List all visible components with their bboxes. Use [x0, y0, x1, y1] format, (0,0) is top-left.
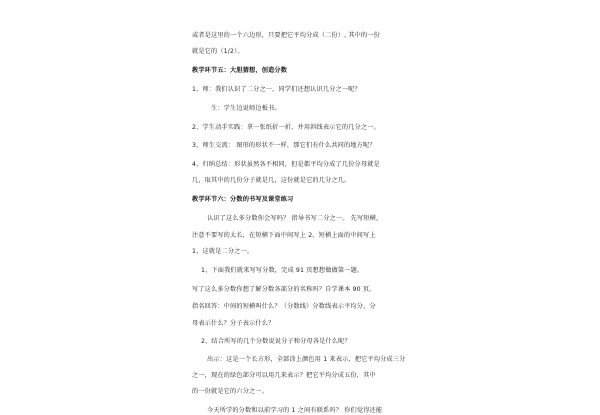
section-heading: 教学环节五：大胆猜想，创造分数 — [192, 67, 288, 74]
text-line: 或者是这里的一个六边形，只要把它平均分成（二份）, 其中的一份 — [192, 32, 381, 39]
section-heading: 教学环节六：分数的书写及课堂练习 — [192, 196, 294, 203]
text-line: 出示：这是一个长方形，全部涂上颜色用 1 来表示，把它平均分成三分 — [207, 356, 406, 363]
text-line: 的一份就是它的六分之一。 — [192, 388, 269, 395]
text-line: 几，取其中的几份分子就是几，这份就是它的几分之几。 — [192, 177, 351, 184]
text-line: 1、下面我们就来写写分数，完成 91 页想想做做第一题。 — [201, 267, 364, 274]
text-line: 今天所学的分数和以前学习的 1 之间有联系吗？ 你们觉得还能 — [207, 407, 383, 414]
text-line: 注意不要写的太长，在短横下面中间写上 2，短横上面的中间写上 — [192, 232, 376, 239]
text-line: 母表示什么？分子表示什么？ — [192, 320, 275, 327]
text-line: 1、师：我们认识了二分之一，同学们还想认识几分之一呢？ — [192, 86, 361, 93]
text-line: 指名回答：中间的短横叫什么？（分数线）分数线表示平均分，分 — [192, 303, 376, 310]
text-line: 2、结合所写的几个分数说说分子和分母各是什么呢？ — [201, 338, 351, 345]
text-line: 3、师生交流： 图形的形状不一样，那它们有什么共同的地方呢？ — [192, 142, 376, 149]
text-line: 就是它的（1/2）。 — [192, 48, 244, 55]
text-line: 4、归纳总结：形状虽然各不相同，但是都平均分成了几份分母就是 — [192, 161, 380, 168]
text-line: 认识了这么多分数你会写吗？ 指导书写二分之一。 先写短横， — [207, 215, 383, 222]
text-line: 1，这就是二分之一。 — [192, 248, 254, 255]
text-line: 2、学生动手实践：拿一张纸折一折，并用斜线表示它的几分之一。 — [192, 124, 380, 131]
text-line: 写了这么多分数你想了解分数各部分的名称吗？自学课本 90 页。 — [192, 286, 376, 293]
text-line: 生：学生边说师边板书。 — [211, 105, 281, 112]
text-line: 之一，现在的绿色部分可以用几来表示？把它平均分成五份，其中 — [192, 372, 376, 379]
